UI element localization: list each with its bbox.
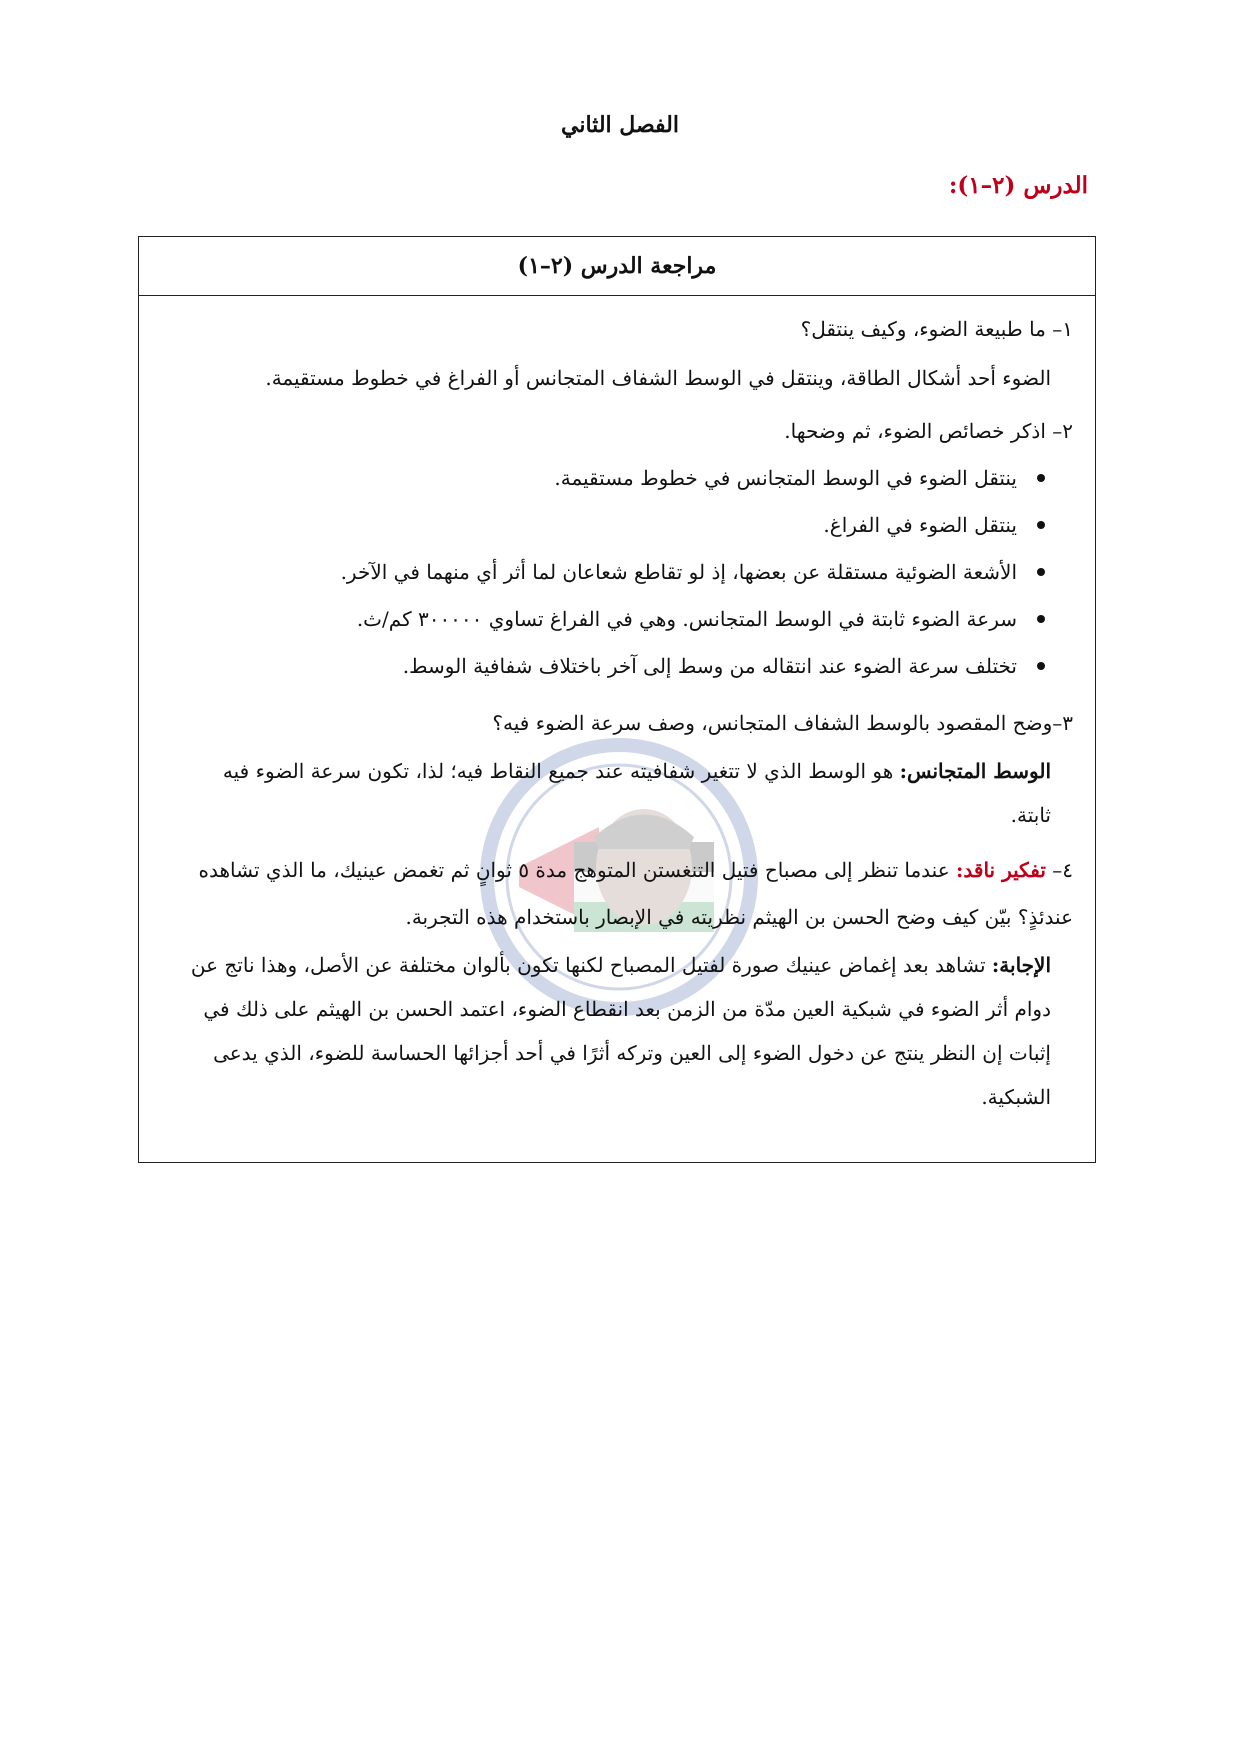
bullet-dot-icon [1037, 521, 1045, 529]
page-title: الفصل الثاني [561, 112, 679, 138]
answer-4-text: تشاهد بعد إغماض عينيك صورة لفتيل المصباح لكنها تكون بألوان مختلفة عن الأصل، وهذا ناتج عن دوام أثر الضوء في شبكية العين مدّة من الزمن بعد انقطاع الضوء، اعتمد الحسن بن الهيثم على ذلك في إثبات إن النظر ينتج عن دخول الضوء إلى العين وتركه أثرًا في أحد أجزائها الحساسة للضوء، الذي يدعى الشبكية. [190, 953, 1051, 1109]
answer-3-definition: هو الوسط الذي لا تتغير شفافيته عند جميع النقاط فيه؛ لذا، تكون سرعة الضوء فيه ثابتة. [222, 759, 1051, 827]
critical-thinking-label: تفكير ناقد: [956, 858, 1046, 882]
list-item-text: ينتقل الضوء في الوسط المتجانس في خطوط مستقيمة. [554, 466, 1017, 490]
lesson-title: الدرس (٢–١): [948, 172, 1088, 199]
list-item [187, 502, 1045, 549]
bullet-dot-icon [1037, 662, 1045, 670]
bullet-dot-icon [1037, 568, 1045, 576]
list-item-text: سرعة الضوء ثابتة في الوسط المتجانس. وهي في الفراغ تساوي ٣٠٠٠٠٠ كم/ث. [356, 607, 1017, 631]
answer-3 [187, 749, 1073, 837]
answer-1: الضوء أحد أشكال الطاقة، وينتقل في الوسط الشفاف المتجانس أو الفراغ في خطوط مستقيمة. [265, 366, 1051, 390]
list-item-text: ينتقل الضوء في الفراغ. [823, 513, 1017, 537]
question-3: ٣–وضح المقصود بالوسط الشفاف المتجانس، وصف سرعة الضوء فيه؟ [492, 711, 1073, 735]
bullet-dot-icon [1037, 615, 1045, 623]
list-item [187, 455, 1045, 502]
list-item [187, 643, 1045, 690]
answer-4-label: الإجابة: [991, 953, 1051, 977]
list-item [187, 596, 1045, 643]
answer-4 [187, 943, 1073, 1119]
properties-list [187, 455, 1073, 690]
question-2: ٢– اذكر خصائص الضوء، ثم وضحها. [784, 419, 1073, 443]
review-box-title: مراجعة الدرس (٢–١) [139, 237, 1095, 296]
list-item [187, 549, 1045, 596]
question-1: ١– ما طبيعة الضوء، وكيف ينتقل؟ [800, 317, 1073, 341]
lesson-review-box [138, 236, 1096, 1163]
list-item-text: الأشعة الضوئية مستقلة عن بعضها، إذ لو تقاطع شعاعان لما أثر أي منهما في الآخر. [340, 560, 1017, 584]
review-content [139, 296, 1095, 1119]
bullet-dot-icon [1037, 474, 1045, 482]
question-4-text: عندما تنظر إلى مصباح فتيل التنغستن المتوهج مدة ٥ ثوانٍ ثم تغمض عينيك، ما الذي تشاهده عندئذٍ؟ بيّن كيف وضح الحسن بن الهيثم نظريته في الإبصار باستخدام هذه التجربة. [198, 858, 1073, 929]
question-4-number: ٤– [1045, 858, 1073, 882]
list-item-text: تختلف سرعة الضوء عند انتقاله من وسط إلى آخر باختلاف شفافية الوسط. [402, 654, 1017, 678]
question-4 [187, 847, 1073, 941]
answer-3-term: الوسط المتجانس: [899, 759, 1051, 783]
